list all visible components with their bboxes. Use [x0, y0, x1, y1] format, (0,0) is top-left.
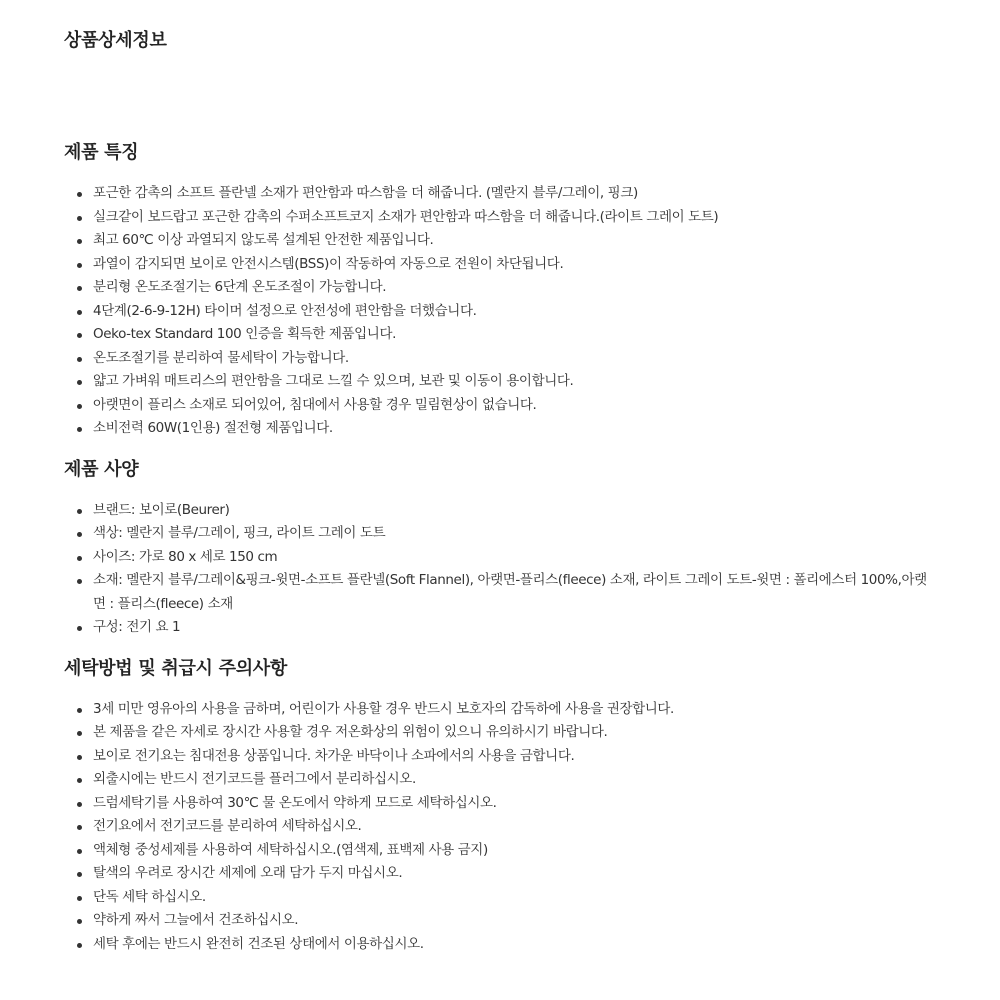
- list-item: 과열이 감지되면 보이로 안전시스템(BSS)이 작동하여 자동으로 전원이 차단됩니다.: [64, 253, 936, 277]
- list-item: 얇고 가벼워 매트리스의 편안함을 그대로 느낄 수 있으며, 보관 및 이동이 용이합니다.: [64, 370, 936, 394]
- list-item: 전기요에서 전기코드를 분리하여 세탁하십시오.: [64, 815, 936, 839]
- section-heading: 제품 사양: [64, 458, 139, 480]
- list-item: 액체형 중성세제를 사용하여 세탁하십시오.(염색제, 표백제 사용 금지): [64, 839, 936, 863]
- section-product-specs: [64, 457, 936, 640]
- list-item: 온도조절기를 분리하여 물세탁이 가능합니다.: [64, 347, 936, 371]
- list-item: 소재: 멜란지 블루/그레이&핑크-윗면-소프트 플란넬(Soft Flannel), 아랫면-플리스(fleece) 소재, 라이트 그레이 도트-윗면 : 폴리에스터 100%,아랫면 : 플리스(fleece) 소재: [64, 569, 936, 616]
- list-item: 4단계(2-6-9-12H) 타이머 설정으로 안전성에 편안함을 더했습니다.: [64, 300, 936, 324]
- page-title: 상품상세정보: [64, 30, 167, 51]
- list-item: 외출시에는 반드시 전기코드를 플러그에서 분리하십시오.: [64, 768, 936, 792]
- section-heading: 제품 특징: [64, 142, 139, 163]
- section-heading: 세탁방법 및 취급시 주의사항: [64, 657, 287, 679]
- list-item: 탈색의 우려로 장시간 세제에 오래 담가 두지 마십시오.: [64, 862, 936, 886]
- list-item: 실크같이 보드랍고 포근한 감촉의 수퍼소프트코지 소재가 편안함과 따스함을 더 해줍니다.(라이트 그레이 도트): [64, 206, 936, 230]
- list-item: 브랜드: 보이로(Beurer): [64, 499, 936, 523]
- list-item: 색상: 멜란지 블루/그레이, 핑크, 라이트 그레이 도트: [64, 522, 936, 546]
- care-list: [64, 698, 936, 957]
- spec-list: [64, 499, 936, 640]
- list-item: 3세 미만 영유아의 사용을 금하며, 어린이가 사용할 경우 반드시 보호자의 감독하에 사용을 권장합니다.: [64, 698, 936, 722]
- list-item: 사이즈: 가로 80 x 세로 150 cm: [64, 546, 936, 570]
- list-item: 단독 세탁 하십시오.: [64, 886, 936, 910]
- list-item: 드럼세탁기를 사용하여 30℃ 물 온도에서 약하게 모드로 세탁하십시오.: [64, 792, 936, 816]
- list-item: 약하게 짜서 그늘에서 건조하십시오.: [64, 909, 936, 933]
- list-item: 본 제품을 같은 자세로 장시간 사용할 경우 저온화상의 위험이 있으니 유의하시기 바랍니다.: [64, 721, 936, 745]
- list-item: 보이로 전기요는 침대전용 상품입니다. 차가운 바닥이나 소파에서의 사용을 금합니다.: [64, 745, 936, 769]
- list-item: 소비전력 60W(1인용) 절전형 제품입니다.: [64, 417, 936, 441]
- feature-list: [64, 182, 936, 441]
- section-product-features: [64, 140, 936, 441]
- list-item: 구성: 전기 요 1: [64, 616, 936, 640]
- list-item: 포근한 감촉의 소프트 플란넬 소재가 편안함과 따스함을 더 해줍니다. (멜란지 블루/그레이, 핑크): [64, 182, 936, 206]
- list-item: 최고 60℃ 이상 과열되지 않도록 설계된 안전한 제품입니다.: [64, 229, 936, 253]
- list-item: 세탁 후에는 반드시 완전히 건조된 상태에서 이용하십시오.: [64, 933, 936, 957]
- list-item: 분리형 온도조절기는 6단계 온도조절이 가능합니다.: [64, 276, 936, 300]
- list-item: 아랫면이 플리스 소재로 되어있어, 침대에서 사용할 경우 밀림현상이 없습니다.: [64, 394, 936, 418]
- list-item: Oeko-tex Standard 100 인증을 획득한 제품입니다.: [64, 323, 936, 347]
- section-care-instructions: [64, 656, 936, 957]
